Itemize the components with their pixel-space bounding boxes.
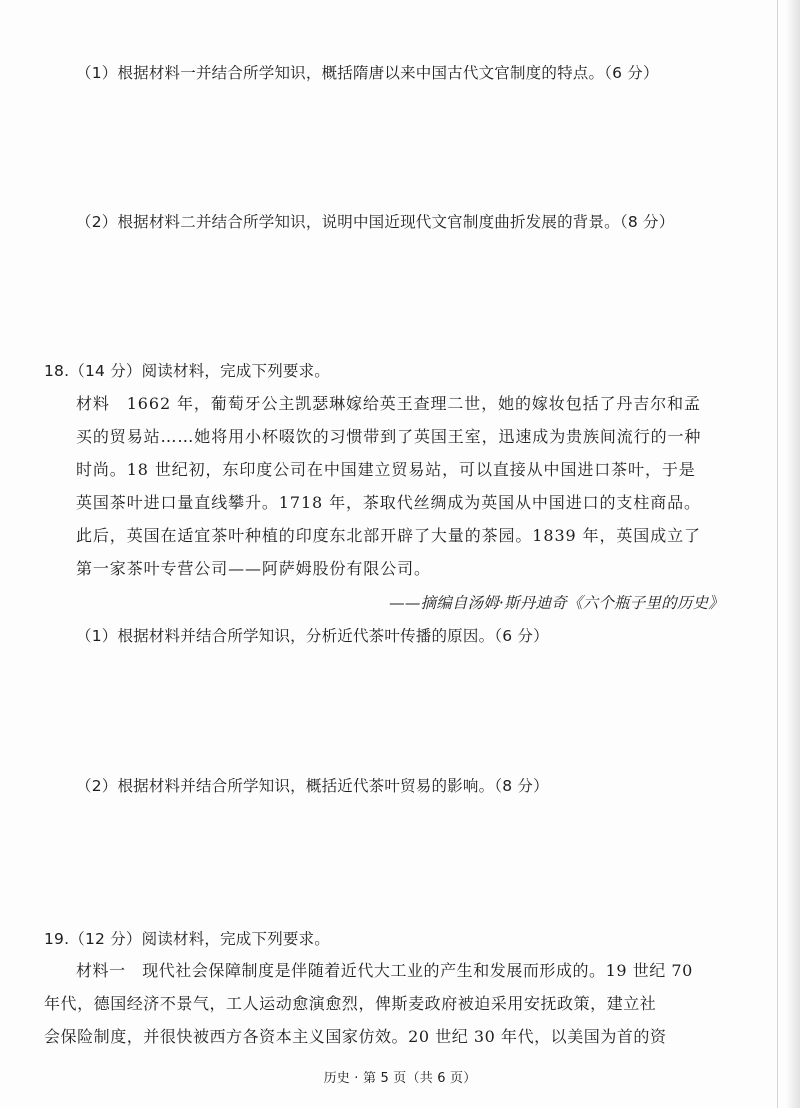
q19-material-line-3: 会保险制度，并很快被西方各资本主义国家仿效。20 世纪 30 年代，以美国为首的资 xyxy=(44,1027,667,1046)
q17-sub1-prompt: （1）根据材料一并结合所学知识，概括隋唐以来中国古代文官制度的特点。（6 分） xyxy=(76,64,659,82)
page-footer: 历史 · 第 5 页（共 6 页） xyxy=(323,1071,477,1086)
scan-edge-shadow xyxy=(786,0,800,1108)
q18-material-line-3: 时尚。18 世纪初，东印度公司在中国建立贸易站，可以直接从中国进口茶叶，于是 xyxy=(76,460,696,479)
q19-header: 19.（12 分）阅读材料，完成下列要求。 xyxy=(44,930,331,948)
scan-fold-line xyxy=(777,0,778,1108)
q18-material-line-5: 此后，英国在适宜茶叶种植的印度东北部开辟了大量的茶园。1839 年，英国成立了 xyxy=(76,526,701,545)
q18-material-line-4: 英国茶叶进口量直线攀升。1718 年，茶取代丝绸成为英国从中国进口的支柱商品。 xyxy=(76,493,701,512)
q18-sub2-prompt: （2）根据材料并结合所学知识，概括近代茶叶贸易的影响。（8 分） xyxy=(76,777,549,795)
q18-source-citation: ——摘编自汤姆·斯丹迪奇《六个瓶子里的历史》 xyxy=(389,594,724,612)
q18-material-line-2: 买的贸易站……她将用小杯啜饮的习惯带到了英国王室，迅速成为贵族间流行的一种 xyxy=(76,427,702,446)
q17-sub2-prompt: （2）根据材料二并结合所学知识，说明中国近现代文官制度曲折发展的背景。（8 分） xyxy=(76,213,675,231)
q18-material-line-6: 第一家茶叶专营公司——阿萨姆股份有限公司。 xyxy=(76,559,431,578)
q19-material-line-1: 材料一 现代社会保障制度是伴随着近代大工业的产生和发展而形成的。19 世纪 70 xyxy=(76,961,693,980)
q19-material-line-2: 年代，德国经济不景气，工人运动愈演愈烈，俾斯麦政府被迫采用安抚政策，建立社 xyxy=(44,994,657,1013)
q18-material-line-1: 材料 1662 年，葡萄牙公主凯瑟琳嫁给英王查理二世，她的嫁妆包括了丹吉尔和孟 xyxy=(76,394,701,413)
q18-header: 18.（14 分）阅读材料，完成下列要求。 xyxy=(44,362,331,380)
q18-sub1-prompt: （1）根据材料并结合所学知识，分析近代茶叶传播的原因。（6 分） xyxy=(76,627,549,645)
